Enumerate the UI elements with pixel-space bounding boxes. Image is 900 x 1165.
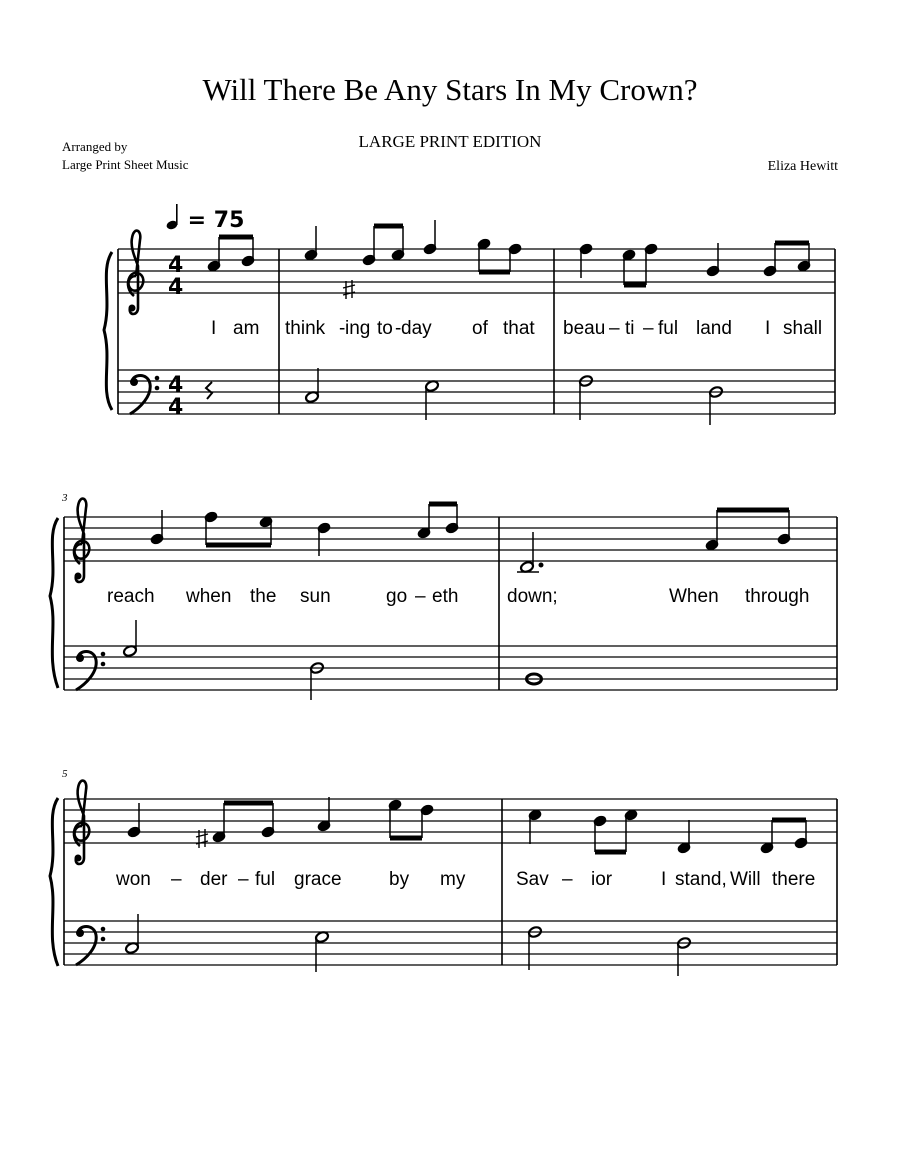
lyric-syllable: won <box>116 869 151 890</box>
treble-clef-icon <box>74 499 89 582</box>
system-1-treble-staff <box>118 249 835 293</box>
treble-clef-icon <box>128 231 143 314</box>
lyric-syllable: Sav <box>516 869 549 890</box>
lyric-syllable: there <box>772 869 816 890</box>
lyric-syllable: through <box>745 586 810 607</box>
lyric-syllable: stand, <box>675 869 727 890</box>
arranger-label: Arranged by <box>62 139 128 154</box>
lyric-syllable: eth <box>432 586 459 607</box>
time-sig-treble-top: 4 <box>168 253 184 278</box>
system-1-brace <box>104 252 112 410</box>
arranger-name: Large Print Sheet Music <box>62 157 189 172</box>
svg-text:-: - <box>395 318 402 339</box>
lyric-syllable: by <box>389 869 410 890</box>
lyric-syllable: that <box>503 318 535 339</box>
lyric-hyphen: – <box>643 318 654 339</box>
edition-subtitle: LARGE PRINT EDITION <box>358 132 542 151</box>
svg-text:–: – <box>562 869 573 890</box>
system-1-bass-notes <box>206 368 723 425</box>
lyric-syllable: ior <box>591 869 613 890</box>
system-2 <box>50 499 837 700</box>
lyric-syllable: I <box>211 318 217 339</box>
lyric-syllable: I <box>661 869 667 890</box>
lyric-syllable: my <box>440 869 466 890</box>
lyric-syllable: grace <box>294 869 342 890</box>
system-1-bass-staff <box>118 370 835 414</box>
svg-text:–: – <box>415 586 426 607</box>
lyric-hyphen: – <box>609 318 620 339</box>
quarter-rest-icon <box>206 382 212 399</box>
lyric-syllable: sun <box>300 586 331 607</box>
lyric-syllable: reach <box>107 586 155 607</box>
tempo-bpm: 75 <box>213 208 245 233</box>
system-1 <box>104 220 835 425</box>
lyric-syllable: ti <box>625 318 635 339</box>
lyric-syllable: der <box>200 869 228 890</box>
lyric-syllable: down; <box>507 586 558 607</box>
time-sig-bass-bottom: 4 <box>168 395 184 420</box>
lyric-syllable: ful <box>255 869 276 890</box>
lyric-syllable: day <box>401 318 432 339</box>
lyric-syllable: shall <box>783 318 823 339</box>
lyric-syllable: Will <box>730 869 761 890</box>
system-3 <box>50 781 837 976</box>
svg-text:–: – <box>238 869 249 890</box>
lyric-syllable: the <box>250 586 277 607</box>
measure-number-3: 3 <box>62 492 68 504</box>
measure-number-5: 5 <box>62 768 68 780</box>
page-title: Will There Be Any Stars In My Crown? <box>202 72 698 107</box>
lyric-syllable: When <box>669 586 719 607</box>
svg-text:-: - <box>339 318 346 339</box>
lyric-syllable: go <box>386 586 408 607</box>
tempo-equals: = <box>187 208 207 233</box>
lyric-syllable: think <box>285 318 326 339</box>
lyric-syllable: to <box>377 318 393 339</box>
lyric-syllable: ing <box>345 318 371 339</box>
lyric-syllable: land <box>696 318 732 339</box>
time-sig-treble-bottom: 4 <box>168 275 184 300</box>
composer-credit: Eliza Hewitt <box>767 159 838 174</box>
lyric-syllable: ful <box>658 318 679 339</box>
lyric-syllable: when <box>186 586 232 607</box>
svg-text:–: – <box>171 869 182 890</box>
lyric-syllable: am <box>233 318 260 339</box>
time-sig-bass-top: 4 <box>168 373 184 398</box>
system-1-lyrics <box>211 318 822 339</box>
lyric-syllable: beau <box>563 318 606 339</box>
treble-clef-icon <box>74 781 89 864</box>
lyric-syllable: I <box>765 318 771 339</box>
lyric-syllable: of <box>472 318 488 339</box>
